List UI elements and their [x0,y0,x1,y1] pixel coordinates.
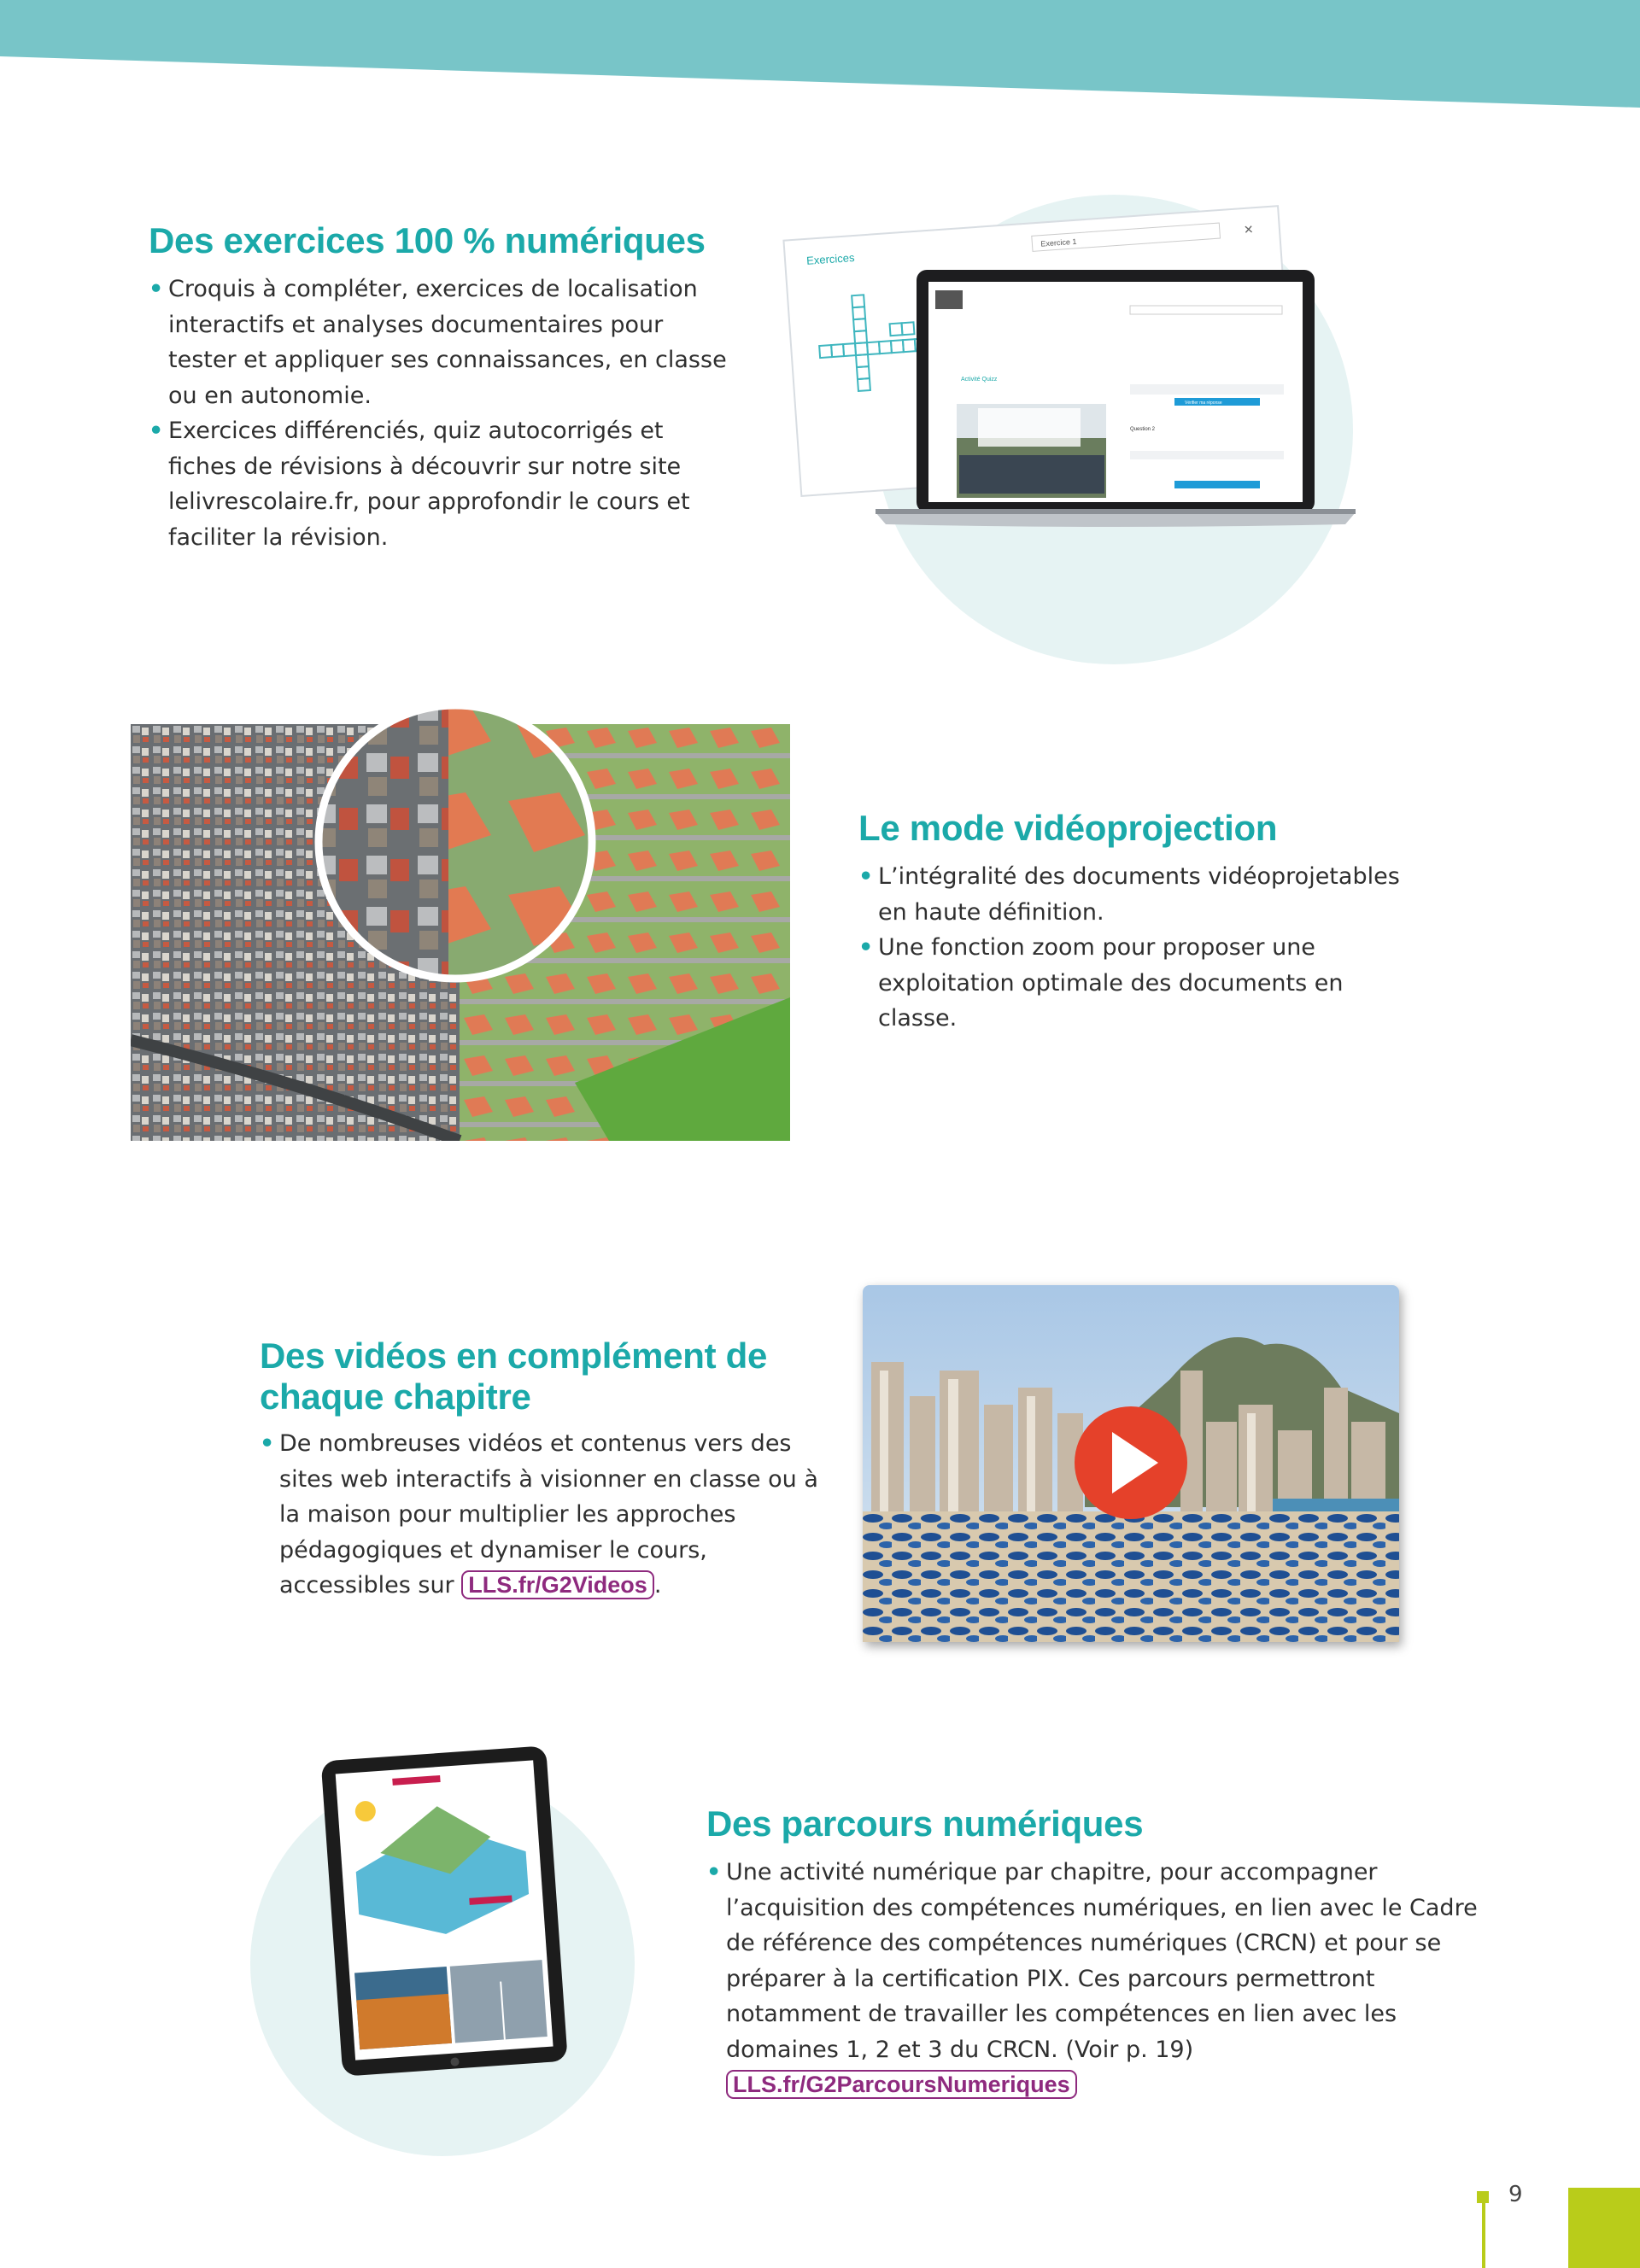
videos-bullet-end: . [653,1572,662,1599]
videoprojection-title: Le mode vidéoprojection [858,808,1278,848]
videos-bullet [260,1426,837,1604]
tablet-illustration [316,1738,572,2079]
videoprojection-bullet-2: • Une fonction zoom pour proposer une exploitation optimale des documents en classe. [858,930,1405,1037]
videos-link[interactable]: LLS.fr/G2Videos [461,1570,654,1599]
videos-list [260,1426,837,1604]
parcours-title: Des parcours numériques [706,1803,1144,1844]
close-icon[interactable]: ✕ [1243,223,1255,238]
question-2-label: Question 2 [1130,427,1156,432]
parcours-bullet [706,1855,1492,2103]
corner-accent-block [1568,2188,1640,2268]
exercises-bullet-1: • Croquis à compléter, exercices de localisation interactifs et analyses documentaires pour tester et appliquer ses connaissances, en classe ou en autonomie. [149,272,729,413]
parcours-list [706,1855,1492,2103]
back-sheet-title: Exercices [805,250,855,267]
exercises-title: Des exercices 100 % numériques [149,220,706,260]
beach-video-thumbnail[interactable] [863,1285,1399,1642]
parcours-bullet-text: Une activité numérique par chapitre, pour accompagner l’acquisition des compétences numériques, en lien avec le Cadre de référence des compétences numériques (CRCN) et pour se préparer à la certification PIX. Ces parcours permettront notamment de travailler les compétences en lien avec les domaines 1, 2 et 3 du CRCN. (Voir p. 19) [726,1859,1478,2063]
exercises-list [149,272,729,555]
zoom-magnifier-circle [312,699,599,985]
back-sheet-dropdown: Exercice 1 [1040,237,1077,248]
videoprojection-bullet-1: • L’intégralité des documents vidéoprojetables en haute définition. [858,859,1405,930]
parcours-link[interactable]: LLS.fr/G2ParcoursNumeriques [726,2070,1077,2099]
exercises-bullet-2: • Exercices différenciés, quiz autocorrigés et fiches de révisions à découvrir sur notre site lelivrescolaire.fr, pour approfondir le cours et faciliter la révision. [149,413,729,555]
page-marker-line [1482,2191,1485,2268]
verify-button[interactable]: Vérifier ma réponse [1185,400,1222,406]
videos-title: Des vidéos en complément de chaque chapitre [260,1336,768,1417]
page-number: 9 [1508,2182,1523,2207]
videos-bullet-text: De nombreuses vidéos et contenus vers des sites web interactifs à visionner en classe ou à la maison pour multiplier les approches pédagogiques et dynamiser le cours, accessibles sur [279,1430,818,1599]
top-banner [0,0,1640,111]
exercise-laptop-illustration [782,195,1371,570]
videoprojection-list [858,859,1405,1037]
front-screen-title: Activité Quizz [961,377,998,383]
